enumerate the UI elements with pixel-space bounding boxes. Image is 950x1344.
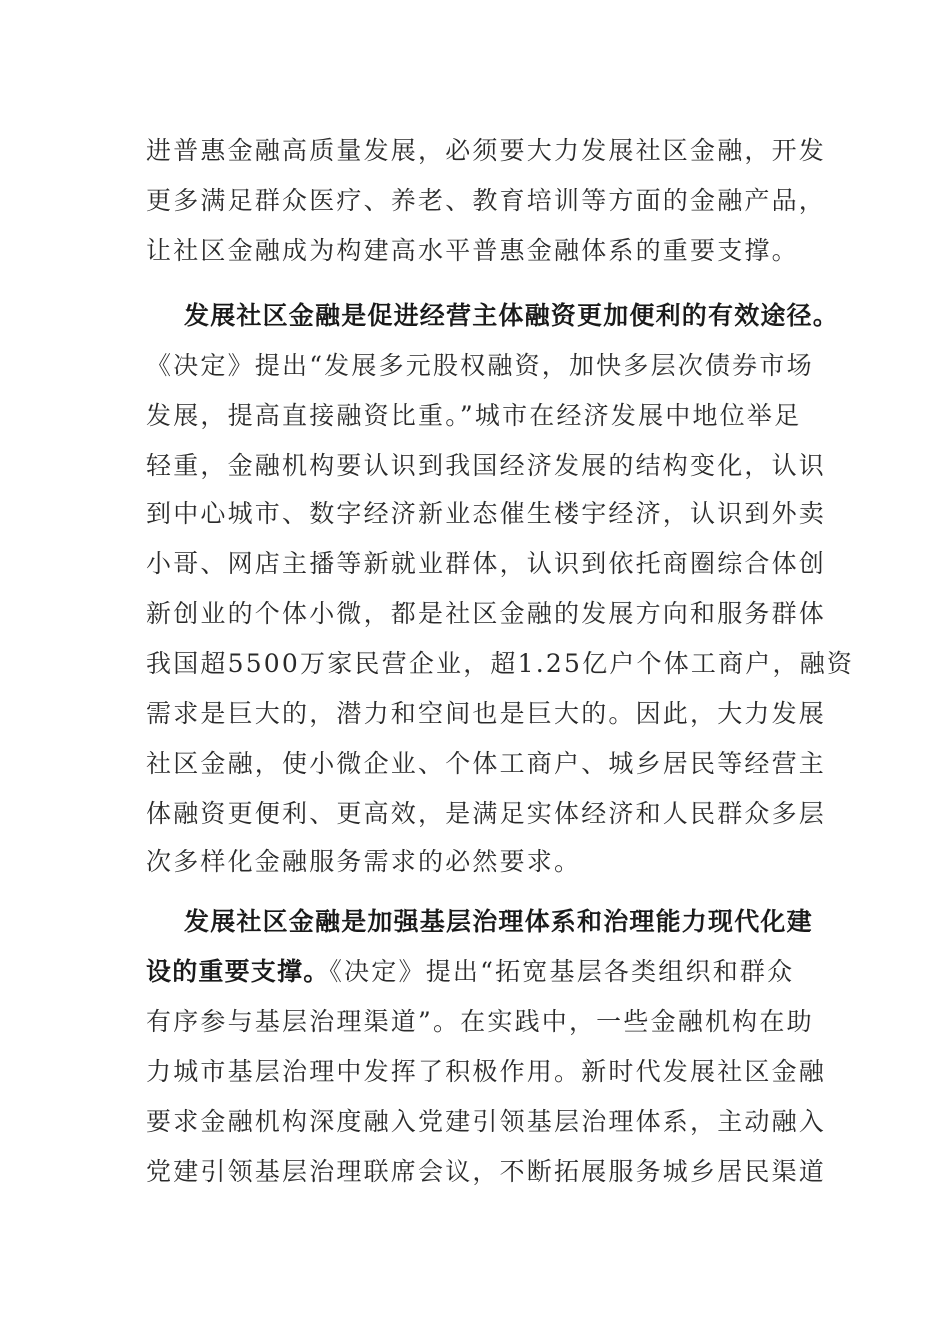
paragraph-line: 党建引领基层治理联席会议，不断拓展服务城乡居民渠道 [146, 1157, 827, 1186]
paragraph-line: 发展，提高直接融资比重。”城市在经济发展中地位举足 [146, 401, 802, 430]
paragraph-line: 力城市基层治理中发挥了积极作用。新时代发展社区金融 [146, 1057, 827, 1086]
paragraph-line: 需求是巨大的，潜力和空间也是巨大的。因此，大力发展 [146, 699, 827, 728]
paragraph-line: 新创业的个体小微，都是社区金融的发展方向和服务群体 [146, 599, 827, 628]
section-heading-tail: 设的重要支撑。 [146, 957, 330, 986]
paragraph-line: 轻重，金融机构要认识到我国经济发展的结构变化，认识 [146, 451, 827, 480]
section-heading: 发展社区金融是促进经营主体融资更加便利的有效途径。 [184, 301, 840, 330]
paragraph-line: 更多满足群众医疗、养老、教育培训等方面的金融产品， [146, 186, 827, 215]
paragraph-line: 让社区金融成为构建高水平普惠金融体系的重要支撑。 [146, 236, 799, 265]
paragraph-line: 体融资更便利、更高效，是满足实体经济和人民群众多层 [146, 799, 827, 828]
paragraph-line: 次多样化金融服务需求的必然要求。 [146, 847, 582, 876]
paragraph-line: 社区金融，使小微企业、个体工商户、城乡居民等经营主 [146, 749, 827, 778]
section-heading: 发展社区金融是加强基层治理体系和治理能力现代化建 [184, 907, 813, 936]
paragraph-line: 小哥、网店主播等新就业群体，认识到依托商圈综合体创 [146, 549, 827, 578]
paragraph-line: 到中心城市、数字经济新业态催生楼宇经济，认识到外卖 [146, 499, 827, 528]
paragraph-line: 我国超5500万家民营企业，超1.25亿户个体工商户，融资 [146, 649, 855, 678]
paragraph-line: 进普惠金融高质量发展，必须要大力发展社区金融，开发 [146, 136, 827, 165]
paragraph-line: 要求金融机构深度融入党建引领基层治理体系，主动融入 [146, 1107, 827, 1136]
paragraph-line: 《决定》提出“发展多元股权融资，加快多层次债券市场 [146, 351, 814, 380]
paragraph-line-mixed [146, 956, 811, 988]
paragraph-text: 《决定》提出“拓宽基层各类组织和群众 [329, 957, 795, 986]
paragraph-line: 有序参与基层治理渠道”。在实践中，一些金融机构在助 [146, 1007, 814, 1036]
